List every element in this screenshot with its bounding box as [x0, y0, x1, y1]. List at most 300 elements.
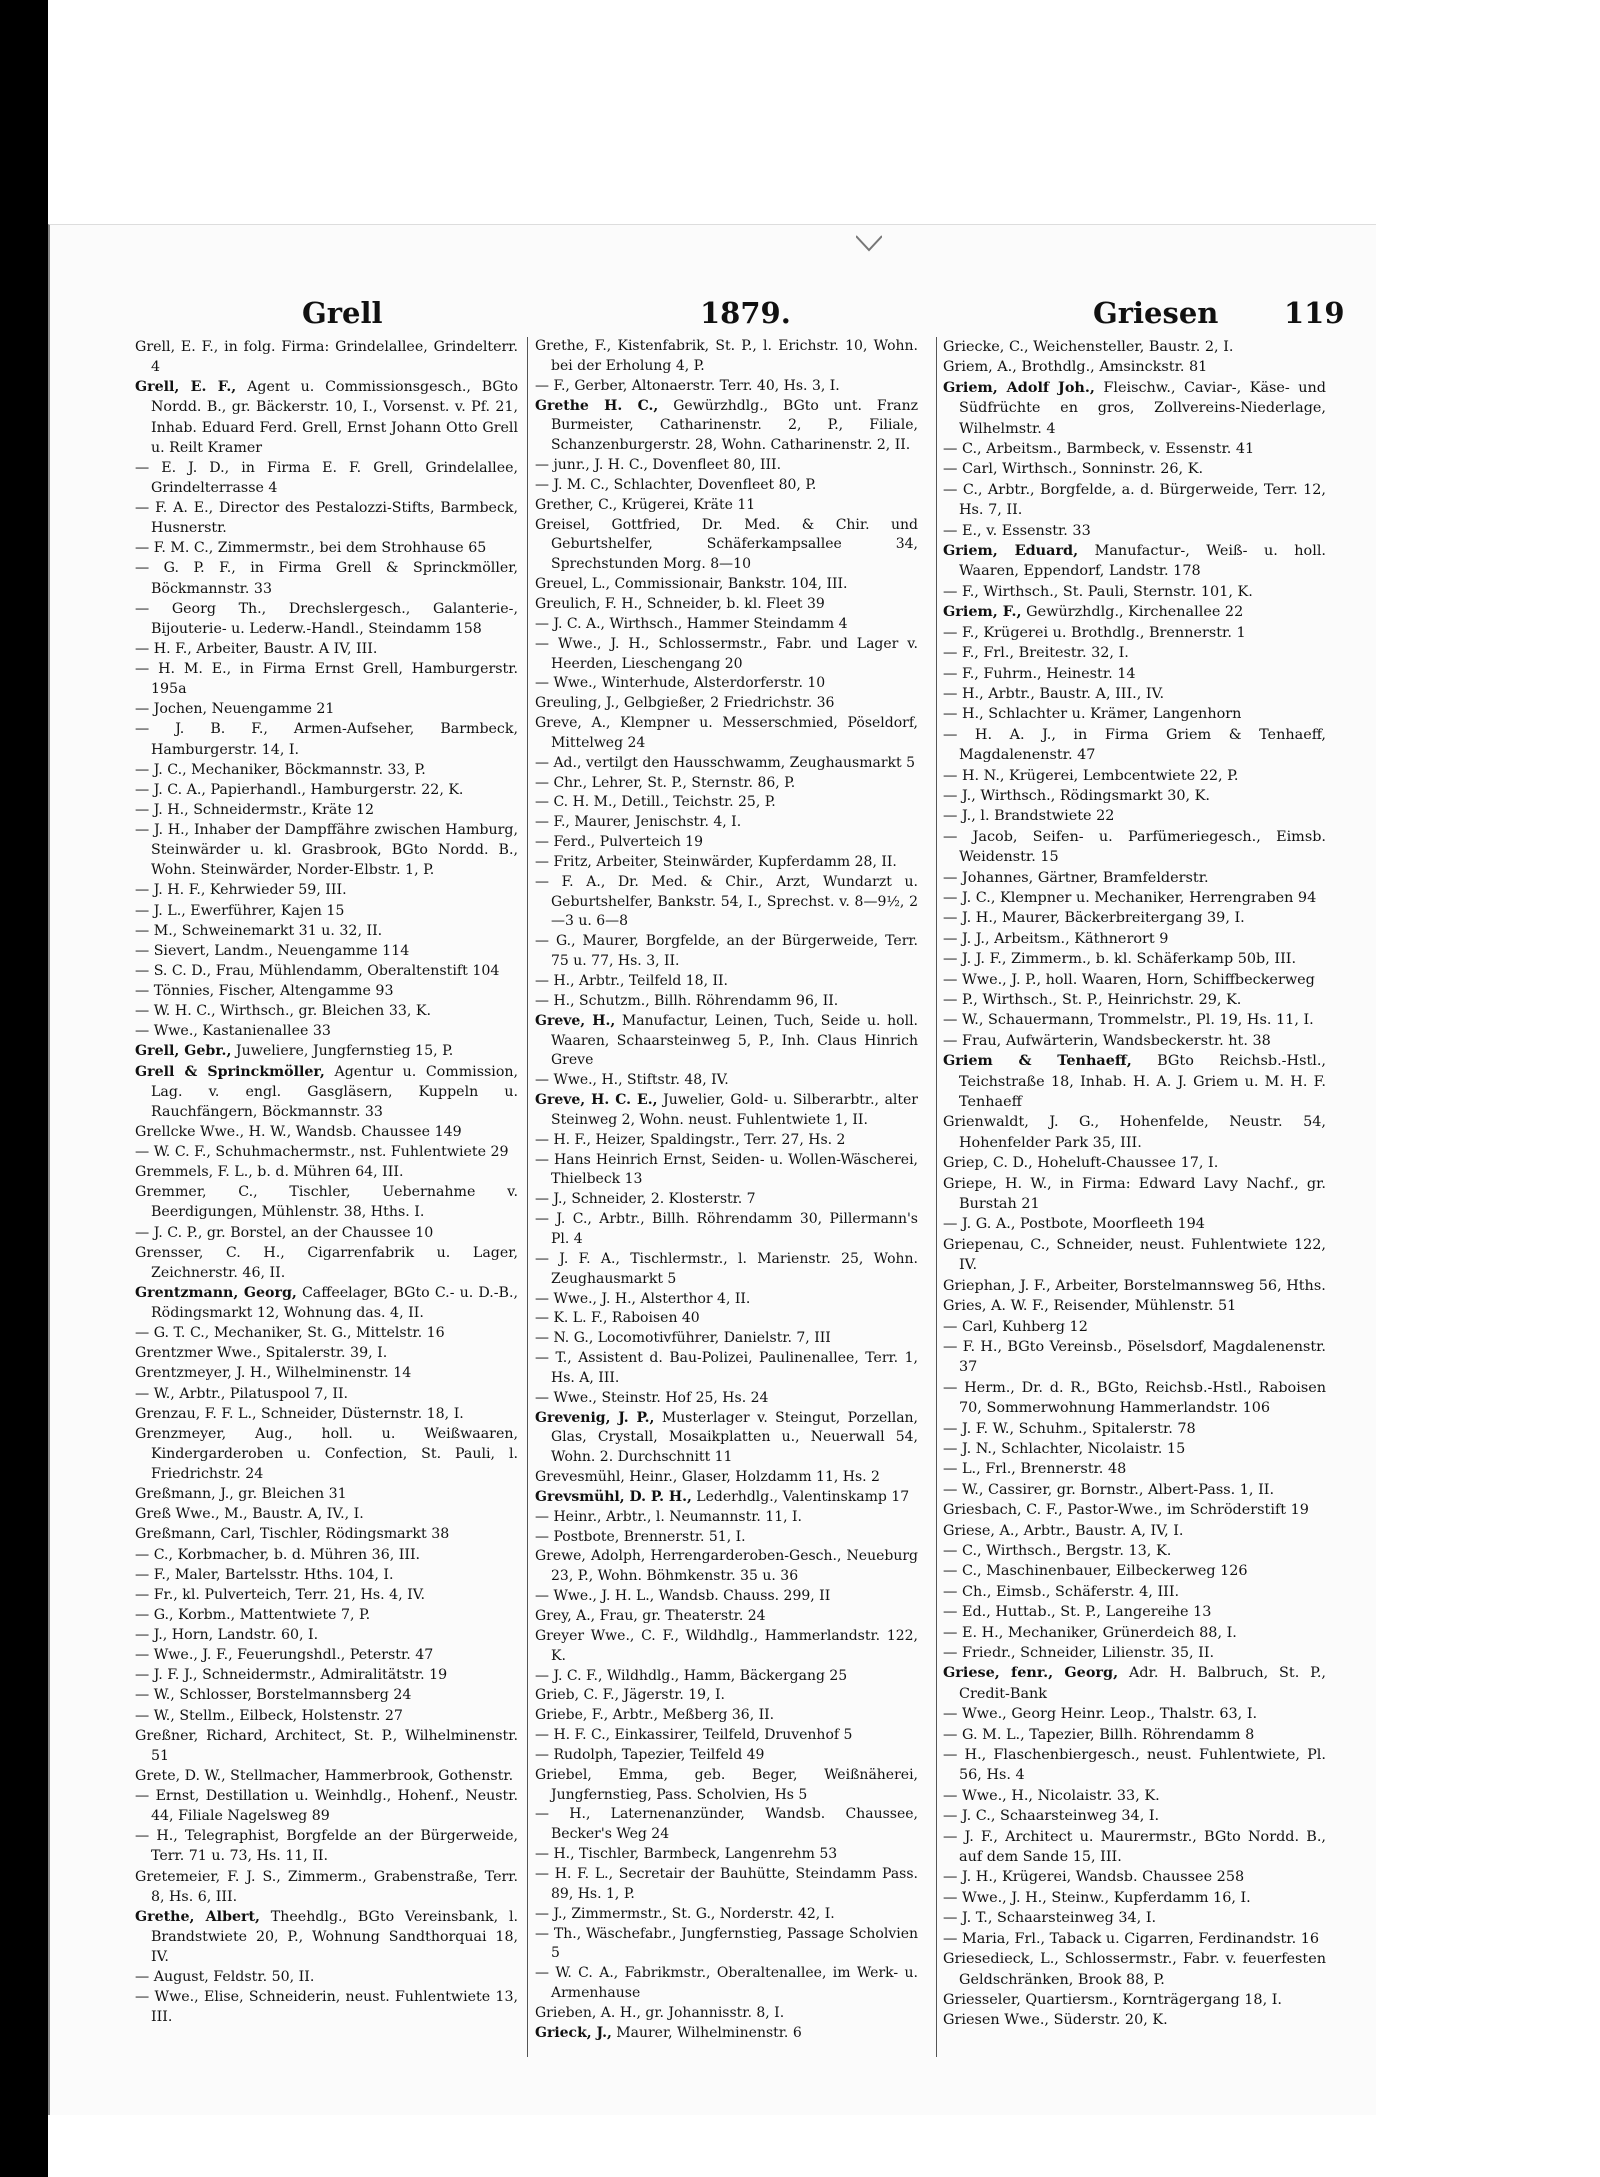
directory-entry	[535, 337, 918, 377]
entry-text: — Hans Heinrich Ernst, Seiden- u. Wollen-Wäscherei, Thielbeck 13	[535, 1151, 918, 1188]
entry-name-bold: Grethe H. C.,	[535, 397, 659, 414]
directory-entry	[943, 643, 1326, 663]
entry-text: — H., Arbtr., Baustr. A, III., IV.	[943, 685, 1165, 702]
directory-entry	[135, 1484, 518, 1504]
entry-name-bold: Grethe, Albert,	[135, 1908, 260, 1925]
directory-entry	[943, 1929, 1326, 1949]
directory-entry	[535, 1131, 918, 1151]
directory-entry	[135, 1062, 518, 1122]
directory-entry	[943, 1480, 1326, 1500]
directory-entry	[135, 921, 518, 941]
entry-text: Greuling, J., Gelbgießer, 2 Friedrichstr. 36	[535, 695, 835, 712]
directory-column-2	[535, 337, 918, 2057]
directory-entry	[135, 1363, 518, 1383]
directory-entry	[943, 1990, 1326, 2010]
directory-entry	[135, 1867, 518, 1907]
directory-entry	[135, 699, 518, 719]
entry-text: — H., Arbtr., Teilfeld 18, II.	[535, 973, 728, 989]
directory-entry	[535, 1627, 918, 1667]
entry-text: — Friedr., Schneider, Lilienstr. 35, II.	[943, 1645, 1215, 1661]
entry-text: — Fritz, Arbeiter, Steinwärder, Kupferdamm 28, II.	[535, 853, 897, 870]
entry-text: — F. H., BGto Vereinsb., Pöselsdorf, Magdalenenstr. 37	[943, 1338, 1326, 1376]
directory-entry	[535, 456, 918, 476]
entry-text: — F., Gerber, Altonaerstr. Terr. 40, Hs. 3, I.	[535, 377, 840, 394]
entry-text: — J. C., Arbtr., Billh. Röhrendamm 30, Pillermann's Pl. 4	[535, 1211, 918, 1247]
entry-name-bold: Grentzmann, Georg,	[135, 1284, 297, 1301]
directory-entry	[943, 970, 1326, 990]
directory-entry	[135, 1645, 518, 1665]
directory-entry	[135, 458, 518, 498]
entry-name-bold: Grell & Sprinckmöller,	[135, 1063, 325, 1080]
directory-entry	[943, 1500, 1326, 1520]
entry-text: — E. H., Mechaniker, Grünerdeich 88, I.	[943, 1624, 1237, 1641]
directory-entry	[135, 1142, 518, 1162]
entry-text: Grethe, F., Kistenfabrik, St. P., l. Erichstr. 10, Wohn. bei der Erholung 4, P.	[535, 338, 918, 374]
directory-entry	[535, 714, 918, 754]
directory-entry	[943, 1153, 1326, 1173]
entry-text: Griesen Wwe., Süderstr. 20, K.	[943, 2012, 1168, 2029]
entry-text: — Wwe., J. H., Alsterthor 4, II.	[535, 1290, 751, 1307]
entry-text: Grieb, C. F., Jägerstr. 19, I.	[535, 1687, 725, 1704]
directory-entry	[535, 1091, 918, 1131]
directory-entry	[135, 639, 518, 659]
directory-entry	[135, 1182, 518, 1222]
directory-entry	[535, 615, 918, 635]
entry-text: Gewürzhdlg., Kirchenallee 22	[1026, 604, 1244, 621]
directory-entry	[135, 498, 518, 538]
directory-entry	[135, 377, 518, 458]
entry-text: Agentur u. Commission, Lag. v. engl. Gasgläsern, Kuppeln u. Rauchfängern, Böckmannstr. 33	[151, 1063, 518, 1120]
directory-entry	[943, 2010, 1326, 2030]
entry-text: — Wwe., Georg Heinr. Leop., Thalstr. 63, I.	[943, 1706, 1258, 1723]
directory-entry	[135, 1001, 518, 1021]
entry-text: — W. C. F., Schuhmachermstr., nst. Fuhlentwiete 29	[135, 1144, 509, 1160]
page-fold-mark	[856, 234, 882, 252]
entry-text: Griecke, C., Weichensteller, Baustr. 2, I.	[943, 339, 1234, 355]
entry-text: — Johannes, Gärtner, Bramfelderstr.	[943, 869, 1209, 886]
directory-entry	[943, 1745, 1326, 1786]
entry-text: — J. C. F., Wildhdlg., Hamm, Bäckergang 25	[535, 1667, 848, 1684]
directory-entry	[135, 659, 518, 699]
entry-text: — J., Schneider, 2. Klosterstr. 7	[535, 1191, 756, 1208]
column-divider	[527, 337, 528, 2057]
directory-entry	[943, 1908, 1326, 1928]
entry-name-bold: Grevenig, J. P.,	[535, 1409, 655, 1426]
entry-text: Gries, A. W. F., Reisender, Mühlenstr. 51	[943, 1298, 1237, 1315]
directory-entry	[535, 1290, 918, 1310]
entry-text: Theehdlg., BGto Vereinsbank, l. Brandstwiete 20, P., Wohnung Sandthorquai 18, IV.	[151, 1908, 518, 1965]
entry-text: Grellcke Wwe., H. W., Wandsb. Chaussee 149	[135, 1123, 462, 1140]
directory-entry	[535, 1012, 918, 1072]
column-divider	[936, 337, 937, 2057]
entry-text: — J. C., Klempner u. Mechaniker, Herrengraben 94	[943, 889, 1317, 906]
entry-text: Greß Wwe., M., Baustr. A, IV., I.	[135, 1506, 364, 1523]
header-left-keyword: Grell	[302, 296, 383, 330]
entry-text: — J. B. F., Armen-Aufseher, Barmbeck, Hamburgerstr. 14, I.	[135, 721, 518, 758]
directory-entry	[943, 378, 1326, 439]
entry-text: — C. H. M., Detill., Teichstr. 25, P.	[535, 794, 776, 811]
entry-text: — J. C., Schaarsteinweg 34, I.	[943, 1808, 1160, 1825]
directory-entry	[535, 1746, 918, 1766]
directory-entry	[943, 1602, 1326, 1622]
directory-entry	[535, 1409, 918, 1469]
entry-text: — F., Fuhrm., Heinestr. 14	[943, 665, 1136, 682]
entry-text: — Ad., vertilgt den Hausschwamm, Zeughausmarkt 5	[535, 754, 916, 771]
directory-column-3	[943, 337, 1326, 2057]
entry-text: — H., Schlachter u. Krämer, Langenhorn	[943, 706, 1242, 723]
directory-entry	[535, 1151, 918, 1191]
directory-entry	[135, 760, 518, 780]
directory-entry	[943, 1459, 1326, 1479]
directory-entry	[943, 1031, 1326, 1051]
directory-entry	[535, 1071, 918, 1091]
directory-entry	[535, 853, 918, 873]
directory-entry	[535, 1865, 918, 1905]
directory-entry	[135, 337, 518, 377]
entry-text: — Wwe., J. P., holl. Waaren, Horn, Schiffbeckerweg	[943, 971, 1315, 988]
directory-entry	[943, 1561, 1326, 1581]
entry-text: Greyer Wwe., C. F., Wildhdlg., Hammerlandstr. 122, K.	[535, 1627, 918, 1664]
directory-entry	[535, 754, 918, 774]
directory-entry	[535, 813, 918, 833]
entry-text: — W., Schlosser, Borstelmannsberg 24	[135, 1687, 412, 1704]
entry-text: — Heinr., Arbtr., l. Neumannstr. 11, I.	[535, 1508, 802, 1525]
entry-text: Greisel, Gottfried, Dr. Med. & Chir. und Geburtshelfer, Schäferkampsallee 34, Sprechstunden Morg. 8—10	[535, 516, 918, 573]
directory-entry	[535, 397, 918, 457]
directory-entry	[135, 800, 518, 820]
directory-entry	[135, 1041, 518, 1061]
entry-text: — T., Assistent d. Bau-Polizei, Paulinenallee, Terr. 1, Hs. A, III.	[535, 1350, 918, 1386]
entry-text: — W. C. A., Fabrikmstr., Oberaltenallee, im Werk- u. Armenhause	[535, 1965, 918, 2002]
directory-entry	[535, 1508, 918, 1528]
entry-text: — J. C. A., Wirthsch., Hammer Steindamm 4	[535, 615, 848, 632]
entry-text: Griesedieck, L., Schlossermstr., Fabr. v. feuerfesten Geldschränken, Brook 88, P.	[943, 1951, 1326, 1988]
directory-entry	[943, 521, 1326, 541]
entry-text: — J. C. P., gr. Borstel, an der Chaussee 10	[135, 1224, 434, 1241]
directory-entry	[943, 337, 1326, 357]
entry-text: Grewe, Adolph, Herrengarderoben-Gesch., Neueburg 23, P., Wohn. Böhmkenstr. 35 u. 36	[535, 1548, 918, 1585]
entry-text: — J. N., Schlachter, Nicolaistr. 15	[943, 1440, 1186, 1457]
entry-text: — J. F. A., Tischlermstr., l. Marienstr. 25, Wohn. Zeughausmarkt 5	[535, 1250, 918, 1287]
entry-text: — junr., J. H. C., Dovenfleet 80, III.	[535, 457, 782, 474]
directory-entry	[135, 1424, 518, 1484]
directory-entry	[535, 1667, 918, 1687]
directory-entry	[535, 793, 918, 813]
entry-name-bold: Griem & Tenhaeff,	[943, 1052, 1132, 1070]
directory-entry	[943, 704, 1326, 724]
directory-entry	[135, 1122, 518, 1142]
entry-text: — J. F. J., Schneidermstr., Admiralitätstr. 19	[135, 1667, 448, 1684]
directory-entry	[535, 516, 918, 576]
directory-entry	[535, 1468, 918, 1488]
entry-text: — Wwe., Kastanienallee 33	[135, 1023, 331, 1040]
entry-text: Grether, C., Krügerei, Kräte 11	[535, 496, 756, 513]
entry-text: — H., Tischler, Barmbeck, Langenrehm 53	[535, 1846, 838, 1863]
entry-text: — G. M. L., Tapezier, Billh. Röhrendamm 8	[943, 1726, 1255, 1743]
directory-entry	[535, 873, 918, 933]
directory-entry	[135, 538, 518, 558]
entry-text: — H., Schutzm., Billh. Röhrendamm 96, II.	[535, 992, 839, 1009]
entry-text: — K. L. F., Raboisen 40	[535, 1310, 700, 1327]
directory-entry	[943, 1582, 1326, 1602]
directory-entry	[535, 1349, 918, 1389]
directory-entry	[135, 1404, 518, 1424]
entry-text: — J. H., Maurer, Bäckerbreitergang 39, I.	[943, 910, 1245, 927]
entry-text: — Rudolph, Tapezier, Teilfeld 49	[535, 1746, 765, 1763]
directory-entry	[535, 992, 918, 1012]
entry-text: — Ferd., Pulverteich 19	[535, 834, 703, 851]
entry-text: Griebe, F., Arbtr., Meßberg 36, II.	[535, 1707, 775, 1724]
entry-text: — J. H., Inhaber der Dampffähre zwischen Hamburg, Steinwärder u. kl. Grasbrook, BGto Nordd. B., Wohn. Steinwärder, Norder-Elbstr. 1, P.	[135, 822, 518, 879]
directory-entry	[535, 1607, 918, 1627]
entry-text: — J. H., Krügerei, Wandsb. Chaussee 258	[943, 1869, 1245, 1886]
entry-text: — C., Arbeitsm., Barmbeck, v. Essenstr. 41	[943, 441, 1255, 458]
entry-text: — Wwe., J. F., Feuerungshdl., Peterstr. 47	[135, 1647, 434, 1664]
directory-entry	[135, 1605, 518, 1625]
entry-text: — W. H. C., Wirthsch., gr. Bleichen 33, K.	[135, 1003, 432, 1020]
entry-text: — W., Schauermann, Trommelstr., Pl. 19, Hs. 11, I.	[943, 1012, 1314, 1029]
directory-entry	[943, 1439, 1326, 1459]
directory-entry	[943, 1174, 1326, 1215]
scan-black-border	[0, 0, 48, 2177]
entry-name-bold: Griem, Eduard,	[943, 542, 1079, 560]
entry-text: — J. H., Schneidermstr., Kräte 12	[135, 801, 375, 818]
entry-text: — Jochen, Neuengamme 21	[135, 701, 335, 718]
directory-column-1	[135, 337, 518, 2057]
directory-entry	[535, 1528, 918, 1548]
directory-entry	[943, 357, 1326, 377]
entry-text: Grey, A., Frau, gr. Theaterstr. 24	[535, 1608, 766, 1624]
entry-text: — C., Maschinenbauer, Eilbeckerweg 126	[943, 1563, 1248, 1580]
entry-text: — Georg Th., Drechslergesch., Galanterie-, Bijouterie- u. Lederw.-Handl., Steindamm 158	[135, 600, 518, 637]
entry-name-bold: Grell, Gebr.,	[135, 1043, 232, 1060]
entry-name-bold: Greve, H. C. E.,	[535, 1092, 658, 1109]
directory-entry	[535, 1805, 918, 1845]
directory-entry	[535, 932, 918, 972]
entry-text: Grentzmeyer, J. H., Wilhelminenstr. 14	[135, 1365, 412, 1382]
directory-entry	[943, 684, 1326, 704]
entry-text: — Wwe., J. H., Schlossermstr., Fabr. und Lager v. Heerden, Lieschengang 20	[535, 635, 918, 672]
entry-text: Juwelier, Gold- u. Silberarbtr., alter Steinweg 2, Wohn. neust. Fuhlentwiete 1, II.	[551, 1092, 918, 1128]
entry-text: — W., Arbtr., Pilatuspool 7, II.	[135, 1385, 349, 1402]
directory-entry	[943, 949, 1326, 969]
entry-text: Greßmann, J., gr. Bleichen 31	[135, 1486, 347, 1503]
entry-text: — H. N., Krügerei, Lembcentwiete 22, P.	[943, 767, 1239, 784]
directory-entry	[943, 664, 1326, 684]
directory-entry	[943, 929, 1326, 949]
entry-text: — H. F. C., Einkassirer, Teilfeld, Druvenhof 5	[535, 1727, 853, 1744]
directory-entry	[535, 694, 918, 714]
directory-entry	[943, 602, 1326, 622]
entry-text: — Carl, Wirthsch., Sonninstr. 26, K.	[943, 461, 1204, 478]
entry-text: Musterlager v. Steingut, Porzellan, Glas, Crystall, Mosaikplatten u., Neuerwall 54, Wohn. 2. Durchschnitt 11	[551, 1409, 918, 1466]
entry-text: — Fr., kl. Pulverteich, Terr. 21, Hs. 4, IV.	[135, 1586, 426, 1603]
entry-text: Grevesmühl, Heinr., Glaser, Holzdamm 11, Hs. 2	[535, 1469, 880, 1486]
directory-entry	[943, 480, 1326, 521]
entry-text: Griesseler, Quartiersm., Kornträgergang 18, I.	[943, 1991, 1282, 2008]
directory-entry	[535, 2004, 918, 2024]
entry-text: — Ch., Eimsb., Schäferstr. 4, III.	[943, 1583, 1180, 1600]
directory-entry	[535, 1845, 918, 1865]
entry-text: — Wwe., J. H. L., Wandsb. Chauss. 299, II	[535, 1588, 831, 1605]
entry-text: Manufactur, Leinen, Tuch, Seide u. holl. Waaren, Schaarsteinweg 5, P., Inh. Claus Hinrich Greve	[551, 1012, 918, 1069]
entry-text: — H. F., Arbeiter, Baustr. A IV, III.	[135, 640, 378, 657]
directory-entry	[535, 1726, 918, 1746]
directory-entry	[535, 575, 918, 595]
entry-text: Grienwaldt, J. G., Hohenfelde, Neustr. 54, Hohenfelder Park 35, III.	[943, 1114, 1326, 1151]
directory-entry	[535, 1389, 918, 1409]
directory-entry	[943, 1949, 1326, 1990]
directory-entry	[943, 1276, 1326, 1296]
directory-entry	[943, 1888, 1326, 1908]
entry-text: — J. J., Arbeitsm., Käthnerort 9	[943, 930, 1169, 947]
directory-entry	[535, 1488, 918, 1508]
directory-entry	[943, 1521, 1326, 1541]
directory-entry	[135, 558, 518, 598]
entry-text: — Jacob, Seifen- u. Parfümeriegesch., Eimsb. Weidenstr. 15	[943, 828, 1326, 866]
entry-text: — F., Krügerei u. Brothdlg., Brennerstr. 1	[943, 624, 1246, 641]
entry-text: — J., l. Brandstwiete 22	[943, 808, 1115, 825]
entry-text: Griephan, J. F., Arbeiter, Borstelmannsweg 56, Hths.	[943, 1277, 1326, 1294]
entry-text: Griepe, H. W., in Firma: Edward Lavy Nachf., gr. Burstah 21	[943, 1175, 1326, 1213]
directory-entry	[135, 780, 518, 800]
directory-entry	[135, 1766, 518, 1786]
entry-name-bold: Greve, H.,	[535, 1012, 616, 1029]
directory-entry	[535, 1905, 918, 1925]
entry-text: — Wwe., J. H., Steinw., Kupferdamm 16, I.	[943, 1889, 1251, 1906]
directory-entry	[943, 1112, 1326, 1153]
entry-text: — Tönnies, Fischer, Altengamme 93	[135, 983, 394, 999]
entry-text: — H. F., Heizer, Spaldingstr., Terr. 27, Hs. 2	[535, 1131, 846, 1148]
directory-entry	[135, 1524, 518, 1544]
entry-name-bold: Grell, E. F.,	[135, 379, 237, 396]
entry-text: — Herm., Dr. d. R., BGto, Reichsb.-Hstl., Raboisen 70, Sommerwohnung Hammerlandstr. 106	[943, 1379, 1326, 1417]
entry-text: Greßmann, Carl, Tischler, Rödingsmarkt 38	[135, 1526, 450, 1543]
entry-text: — G., Korbm., Mattentwiete 7, P.	[135, 1606, 371, 1623]
entry-text: — W., Stellm., Eilbeck, Holstenstr. 27	[135, 1707, 403, 1724]
directory-entry	[135, 880, 518, 900]
directory-entry	[135, 1384, 518, 1404]
directory-entry	[535, 1686, 918, 1706]
entry-text: Greulich, F. H., Schneider, b. kl. Fleet 39	[535, 595, 825, 612]
directory-entry	[535, 1766, 918, 1806]
directory-entry	[943, 1317, 1326, 1337]
entry-text: — M., Schweinemarkt 31 u. 32, II.	[135, 922, 383, 939]
directory-entry	[535, 1309, 918, 1329]
directory-entry	[535, 1587, 918, 1607]
entry-text: Greuel, L., Commissionair, Bankstr. 104, III.	[535, 576, 848, 593]
entry-text: — J. T., Schaarsteinweg 34, I.	[943, 1910, 1157, 1927]
entry-name-bold: Griem, Adolf Joh.,	[943, 378, 1095, 396]
entry-text: — H. F. L., Secretair der Bauhütte, Steindamm Pass. 89, Hs. 1, P.	[535, 1865, 918, 1902]
entry-text: — H., Telegraphist, Borgfelde an der Bürgerweide, Terr. 71 u. 73, Hs. 11, II.	[135, 1828, 518, 1865]
directory-entry	[943, 806, 1326, 826]
directory-entry	[535, 595, 918, 615]
entry-text: Agent u. Commissionsgesch., BGto Nordd. B., gr. Bäckerstr. 10, I., Vorsenst. v. Pf. 21, Inhab. Eduard Ferd. Grell, Ernst Johann Otto Grell u. Reilt Kramer	[151, 379, 518, 456]
directory-entry	[135, 1021, 518, 1041]
directory-entry	[535, 635, 918, 675]
directory-entry	[943, 725, 1326, 766]
entry-text: — Chr., Lehrer, St. P., Sternstr. 86, P.	[535, 774, 796, 791]
directory-entry	[943, 827, 1326, 868]
directory-entry	[135, 1504, 518, 1524]
entry-text: — Carl, Kuhberg 12	[943, 1318, 1088, 1335]
entry-text: — F. A., Dr. Med. & Chir., Arzt, Wundarzt u. Geburtshelfer, Bankstr. 54, I., Sprechst. v. 8—9½, 2—3 u. 6—8	[535, 873, 918, 930]
entry-text: Griepenau, C., Schneider, neust. Fuhlentwiete 122, IV.	[943, 1236, 1326, 1274]
entry-text: Griese, A., Arbtr., Baustr. A, IV, I.	[943, 1522, 1184, 1539]
entry-text: — Th., Wäschefabr., Jungfernstieg, Passage Scholvien 5	[535, 1925, 918, 1962]
entry-text: — G., Maurer, Borgfelde, an der Bürgerweide, Terr. 75 u. 77, Hs. 3, II.	[535, 933, 918, 970]
directory-entry	[535, 1547, 918, 1587]
directory-entry	[943, 582, 1326, 602]
entry-text: Fleischw., Caviar-, Käse- und Südfrüchte en gros, Zollvereins-Niederlage, Wilhelmstr. 4	[959, 379, 1326, 437]
directory-entry	[943, 541, 1326, 582]
directory-entry	[135, 1343, 518, 1363]
entry-text: Adr. H. Balbruch, St. P., Credit-Bank	[959, 1665, 1326, 1702]
directory-entry	[535, 377, 918, 397]
directory-entry	[135, 1786, 518, 1826]
directory-entry	[943, 623, 1326, 643]
entry-text: — J. G. A., Postbote, Moorfleeth 194	[943, 1216, 1205, 1233]
directory-entry	[135, 1826, 518, 1866]
page-number: 119	[1284, 296, 1345, 330]
entry-text: — F., Maler, Bartelsstr. Hths. 104, I.	[135, 1566, 394, 1583]
directory-entry	[535, 476, 918, 496]
entry-text: Grensser, C. H., Cigarrenfabrik u. Lager, Zeichnerstr. 46, II.	[135, 1244, 518, 1281]
page-header	[130, 296, 1345, 336]
entry-name-bold: Griese, fenr., Georg,	[943, 1664, 1119, 1682]
header-right-keyword: Griesen	[1093, 296, 1219, 330]
entry-text: — Wwe., Elise, Schneiderin, neust. Fuhlentwiete 13, III.	[135, 1989, 518, 2026]
directory-entry	[943, 1643, 1326, 1663]
entry-text: Manufactur-, Weiß- u. holl. Waaren, Eppendorf, Landstr. 178	[959, 543, 1326, 580]
entry-text: — J., Horn, Landstr. 60, I.	[135, 1627, 319, 1643]
directory-entry	[535, 1925, 918, 1965]
entry-text: — E. J. D., in Firma E. F. Grell, Grindelallee, Grindelterrasse 4	[135, 459, 518, 496]
entry-text: — Wwe., Steinstr. Hof 25, Hs. 24	[535, 1389, 769, 1406]
entry-text: — N. G., Locomotivführer, Danielstr. 7, III	[535, 1330, 831, 1347]
entry-name-bold: Griem, F.,	[943, 603, 1022, 621]
directory-entry	[943, 990, 1326, 1010]
directory-entry	[135, 941, 518, 961]
directory-entry	[135, 1545, 518, 1565]
entry-text: — J. C. A., Papierhandl., Hamburgerstr. 22, K.	[135, 781, 464, 798]
directory-entry	[535, 1964, 918, 2004]
directory-entry	[135, 1907, 518, 1967]
entry-text: — H. M. E., in Firma Ernst Grell, Hamburgerstr. 195a	[135, 661, 518, 698]
entry-text: BGto Reichsb.-Hstl., Teichstraße 18, Inhab. H. A. J. Griem u. M. H. F. Tenhaeff	[959, 1053, 1326, 1111]
directory-entry	[135, 981, 518, 1001]
directory-entry	[535, 1250, 918, 1290]
entry-text: — S. C. D., Frau, Mühlendamm, Oberaltenstift 104	[135, 962, 500, 979]
directory-entry	[135, 1967, 518, 1987]
entry-text: — J., Zimmermstr., St. G., Norderstr. 42, I.	[535, 1905, 835, 1922]
directory-entry	[135, 1223, 518, 1243]
directory-entry	[943, 1663, 1326, 1704]
directory-entry	[943, 766, 1326, 786]
entry-text: — H., Flaschenbiergesch., neust. Fuhlentwiete, Pl. 56, Hs. 4	[943, 1747, 1326, 1784]
entry-text: — F., Wirthsch., St. Pauli, Sternstr. 101, K.	[943, 583, 1253, 600]
directory-entry	[135, 1585, 518, 1605]
entry-text: — J. H. F., Kehrwieder 59, III.	[135, 882, 347, 899]
entry-text: — Maria, Frl., Taback u. Cigarren, Ferdinandstr. 16	[943, 1930, 1320, 1947]
entry-text: — C., Wirthsch., Bergstr. 13, K.	[943, 1542, 1172, 1559]
entry-text: — J. L., Ewerführer, Kajen 15	[135, 902, 345, 919]
directory-entry	[943, 908, 1326, 928]
entry-text: — F. A. E., Director des Pestalozzi-Stifts, Barmbeck, Husnerstr.	[135, 500, 518, 537]
directory-entry	[135, 1283, 518, 1323]
entry-text: — W., Cassirer, gr. Bornstr., Albert-Pass. 1, II.	[943, 1481, 1275, 1498]
